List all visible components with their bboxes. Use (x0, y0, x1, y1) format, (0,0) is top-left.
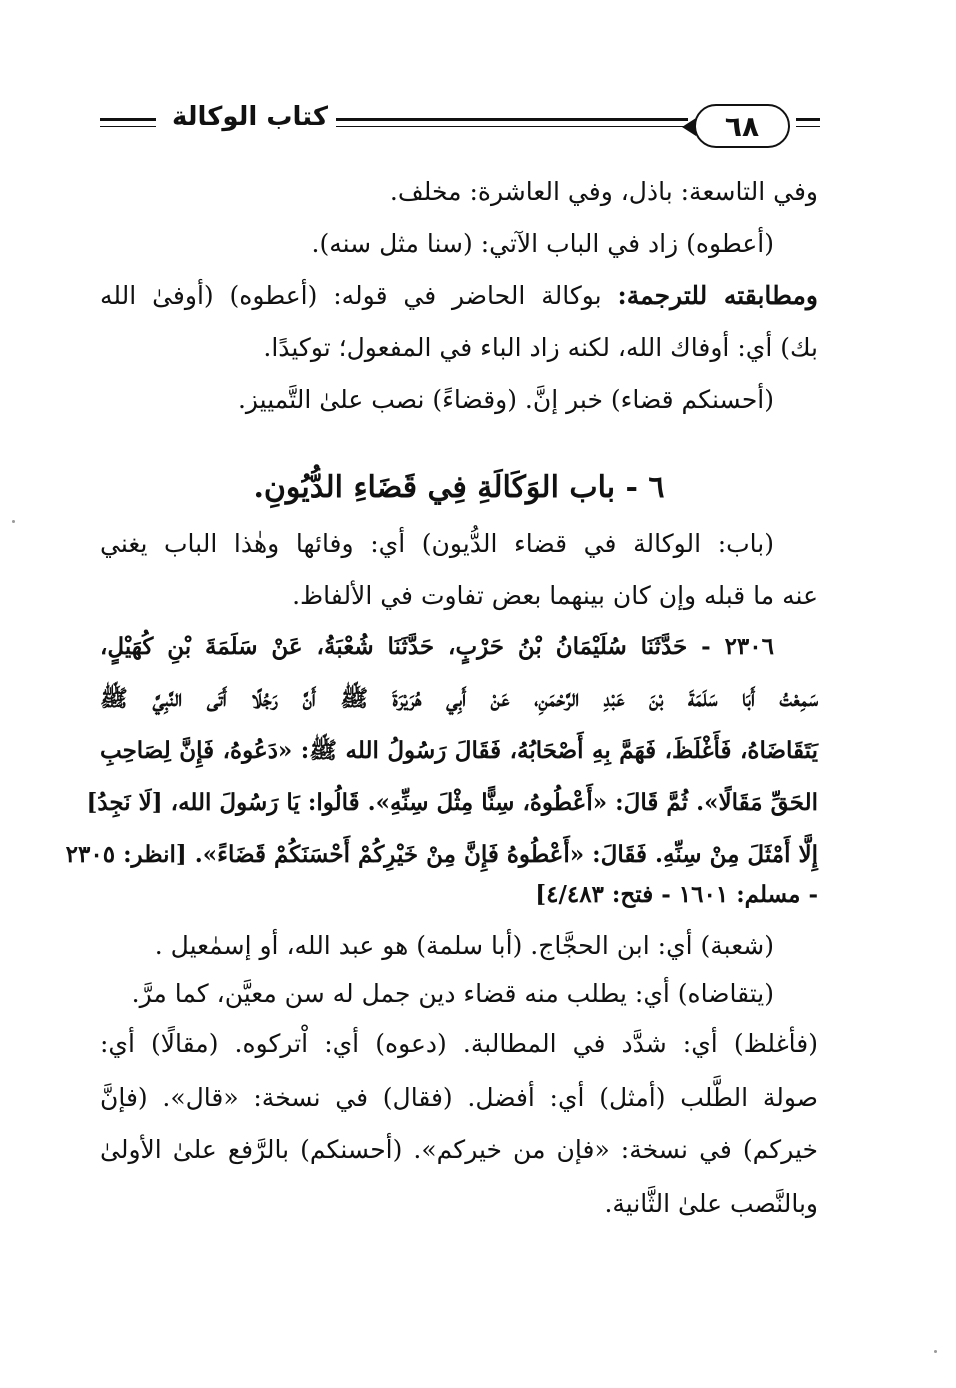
commentary-line-3: (فأغلظ) أي: شدَّد في المطالبة. (دعوه) أي: اْتركوه. (مقالًا) أي: (100, 1029, 818, 1058)
bold-lead: ومطابقته للترجمة: (617, 281, 818, 310)
hadith-line-2: سَمِعْتُ أَبَا سَلَمَةَ بْنَ عَبْدِ الرَّحْمَنِ، عَنْ أَبِي هُرَيْرَةَ ﷺ أَنَّ رَجُلًا أَتَى النَّبِيَّ ﷺ (100, 685, 818, 712)
header-rule-middle (336, 118, 688, 121)
page-number: ٦٨ (724, 109, 760, 143)
commentary-line-1: (شعبة) أي: ابن الحجَّاج. (أبا سلمة) هو عبد الله، أو إسمٰعيل . (154, 931, 774, 960)
header-rule-left (100, 118, 156, 121)
text-line-1: وفي التاسعة: باذل، وفي العاشرة: مخلف. (389, 177, 818, 206)
commentary-line-5: خيركم) في نسخة: «فإن من خيركم». (أحسنكم) بالرَّفع علىٰ الأولىٰ (100, 1135, 818, 1164)
scan-speck (12, 520, 15, 523)
intro-line-2: عنه ما قبله وإن كان بينهما بعض تفاوت في الألفاظ. (292, 581, 818, 610)
commentary-line-4: صولة الطَّلب (أمثل) أي: أفضل. (فقال) في نسخة: «قال». (فإنَّ (100, 1083, 818, 1112)
text-line-4: بك) أي: أوفاك الله، لكنه زاد الباء في المفعول؛ توكيدًا. (263, 333, 818, 362)
hadith-line-3: يَتَقَاضَاهُ، فَأَغْلَظَ، فَهَمَّ بِهِ أَصْحَابُهُ، فَقَالَ رَسُولُ الله ﷺ: «دَعُوهُ، فَإِنَّ لِصَاحِبِ (100, 737, 818, 764)
scan-speck (934, 1350, 937, 1353)
hadith-line-4: الحَقِّ مَقَالًا». ثُمَّ قَالَ: «أَعْطُوهُ، سِنًّا مِثْلَ سِنِّهِ». قَالُوا: يَا رَسُولَ الله، [لَا نَجِدُ] (86, 789, 818, 816)
page-header (100, 100, 820, 150)
text-line-2: (أعطوه) زاد في الباب الآتي: (سنا مثل سنه). (311, 229, 774, 258)
page-number-badge (694, 104, 790, 148)
header-rule-left-thin (100, 126, 156, 127)
header-rule-middle-thin (336, 126, 688, 127)
hadith-line-1: ٢٣٠٦ - حَدَّثَنَا سُلَيْمَانُ بْنُ حَرْبٍ، حَدَّثَنَا شُعْبَةُ، عَنْ سَلَمَةَ بْنِ كُهَيْلٍ، (100, 633, 774, 660)
chapter-heading: ٦ - باب الوَكَالَةِ فِي قَضَاءِ الدُّيُونِ. (253, 470, 665, 505)
text-line-5: (أحسنكم قضاء) خبر إنَّ. (وقضاءً) نصب علىٰ التَّمييز. (237, 385, 774, 414)
badge-arrow-icon (682, 118, 696, 136)
header-rule-right (796, 118, 820, 121)
commentary-line-6: وبالنَّصب علىٰ الثَّانية. (604, 1189, 818, 1218)
intro-line-1: (باب: الوكالة في قضاء الدُّيون) أي: وفائها وهٰذا الباب يغني (100, 529, 774, 558)
hadith-line-5: إِلَّا أَمْثَلَ مِنْ سِنِّهِ. فَقَالَ: «أَعْطُوهُ فَإِنَّ مِنْ خَيْرِكُمْ أَحْسَنَكُمْ قَضَاءً». [انظر: ٢٣٠٥ (65, 841, 818, 868)
text-line-3 (100, 280, 818, 313)
header-rule-right-thin (796, 126, 820, 127)
text-line-3-rest: بوكالة الحاضر في قوله: (أعطوه) (أوفىٰ الله (100, 281, 602, 310)
hadith-line-6: - مسلم: ١٦٠١ - فتح: ٤/٤٨٣] (535, 881, 818, 908)
commentary-line-2: (يتقاضاه) أي: يطلب منه قضاء دين جمل له سن معيَّن، كما مرَّ. (131, 979, 774, 1008)
running-title: كتاب الوكالة (171, 102, 329, 132)
